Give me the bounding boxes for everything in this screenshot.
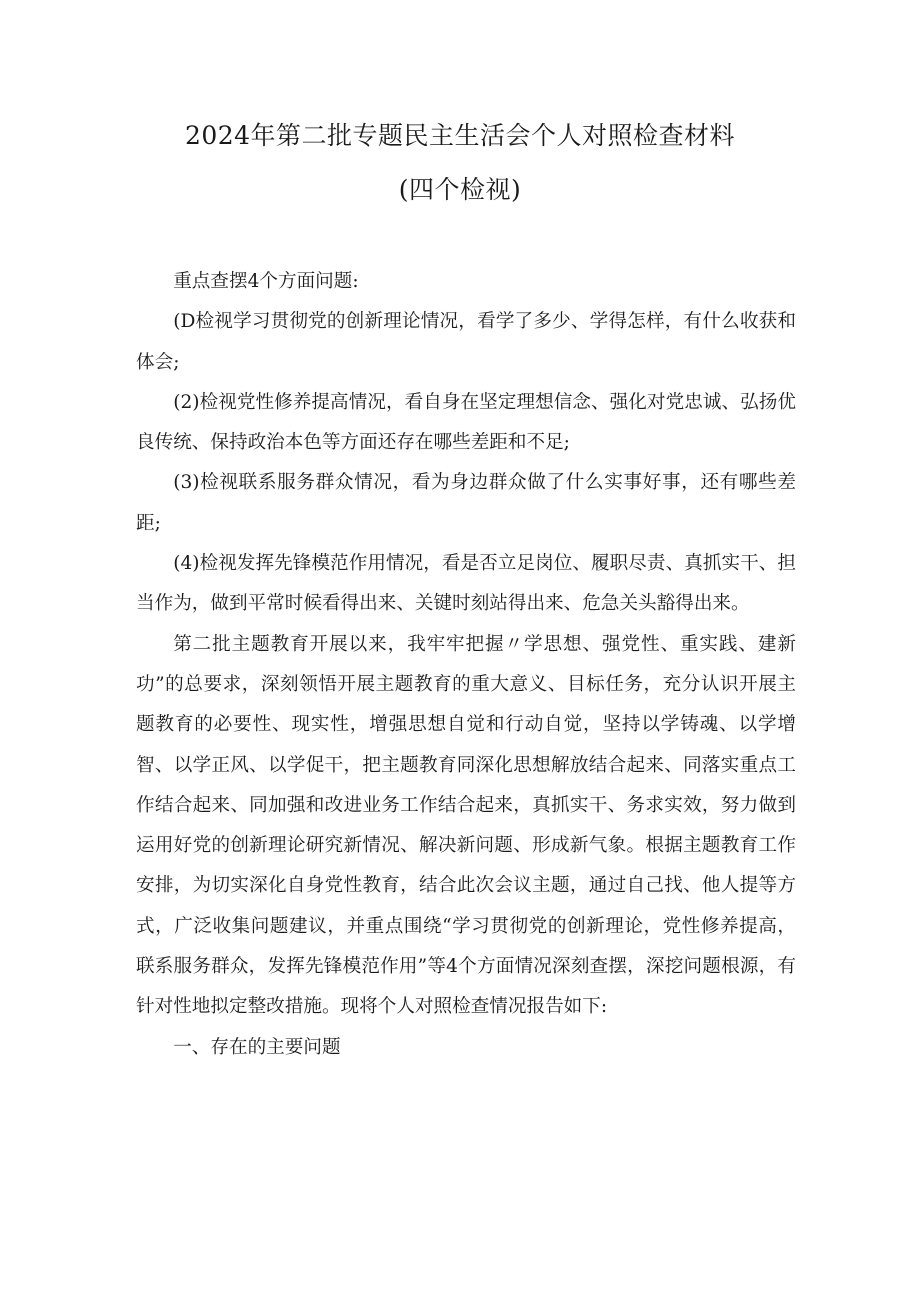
paragraph-intro: 重点查摆4个方面问题: — [173, 271, 359, 292]
paragraph-item-2: (2)检视党性修养提高情况，看自身在坚定理想信念、强化对党忠诚、弘扬优良传统、保持政治本色等方面还存在哪些差距和不足; — [136, 391, 796, 454]
document-subtitle: (四个检视) — [398, 175, 522, 204]
section-heading-1: 一、存在的主要问题 — [173, 1036, 341, 1058]
paragraph-item-3: (3)检视联系服务群众情况，看为身边群众做了什么实事好事，还有哪些差距; — [136, 472, 796, 534]
paragraph-item-1: (D检视学习贯彻党的创新理论情况，看学了多少、学得怎样，有什么收获和体会; — [136, 311, 796, 373]
paragraph-item-4: (4)检视发挥先锋模范作用情况，看是否立足岗位、履职尽责、真抓实干、担当作为，做到平常时候看得出来、关键时刻站得出来、危急关头豁得出来。 — [136, 553, 796, 615]
paragraph-main: 第二批主题教育开展以来，我牢牢把握〃学思想、强党性、重实践、建新功”的总要求，深刻领悟开展主题教育的重大意义、目标任务，充分认识开展主题教育的必要性、现实性，增强思想自觉和行动自觉，坚持以学铸魂、以学增智、以学正风、以学促干，把主题教育同深化思想解放结合起来、同落实重点工作结合起来、同加强和改进业务工作结合起来，真抓实干、务求实效，努力做到运用好党的创新理论研究新情况、解决新问题、形成新气象。根据主题教育工作安排，为切实深化自身党性教育，结合此次会议主题，通过自己找、他人提等方式，广泛收集问题建议，并重点围绕“学习贯彻党的创新理论，党性修养提高，联系服务群众，发挥先锋模范作用”等4个方面情况深刻查摆，深挖问题根源，有针对性地拟定整改措施。现将个人对照检查情况报告如下: — [136, 633, 796, 1018]
document-body — [136, 262, 796, 1068]
document-title: 2024年第二批专题民主生活会个人对照检查材料 — [184, 121, 736, 150]
